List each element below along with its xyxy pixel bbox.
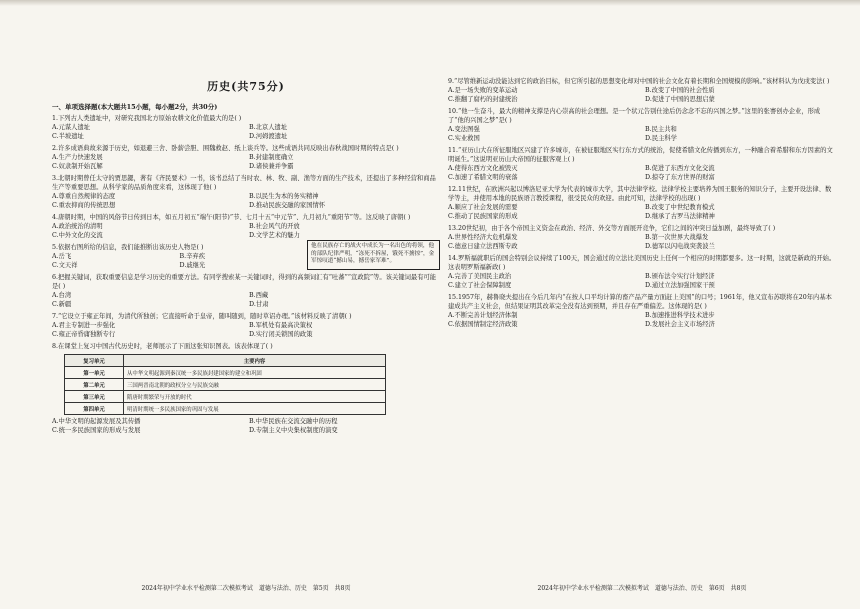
option: B.改变了中世纪教育模式 bbox=[645, 204, 715, 211]
question-stem: 15.1957年，赫鲁晓夫提出在今后几年内“在按人口平均计算的畜产品产量方面赶上美国”的口号；1961年，他又宣布苏联将在20年内基本建成共产主义社会，但结果证明其改革完全没有达到预期，并且存在严重偏差。这体现的是( ) bbox=[448, 294, 832, 310]
option: C.奴隶制开始瓦解 bbox=[52, 163, 103, 170]
question-stem: 7.“它设立于雍正年间，为清代所独创；它直接听命于皇帝，随叫随到，随时草诏办理。”该材料反映了清朝( ) bbox=[52, 313, 352, 320]
question-stem: 8.在课堂上复习中国古代历史时，老师展示了下面这张知识图表。该表体现了( ) bbox=[52, 343, 273, 350]
option: A.君主专制进一步强化 bbox=[52, 322, 116, 329]
table-header: 复习单元 bbox=[65, 355, 124, 367]
option: D.文学艺术的魅力 bbox=[249, 232, 300, 239]
option: A.政治统治的清明 bbox=[52, 223, 103, 230]
option: B.颁布法令实行计划经济 bbox=[645, 273, 715, 280]
option: B.辛弃疾 bbox=[179, 253, 206, 260]
page-right bbox=[448, 74, 836, 594]
option-grid bbox=[52, 417, 440, 435]
table-cell-content: 隋唐时期繁荣与开放的时代 bbox=[124, 391, 386, 403]
option: B.促进了东西方文化交流 bbox=[645, 165, 715, 172]
option: C.建立了社会保障制度 bbox=[448, 282, 512, 289]
option: D.掠夺了东方世界的财富 bbox=[645, 174, 715, 181]
option: B.中华民族在交流交融中的历程 bbox=[249, 418, 338, 425]
question bbox=[448, 107, 836, 143]
page-footer: 2024年初中学业水平检测第二次模拟考试 道德与法治、历史 第6页 共8页 bbox=[537, 585, 747, 592]
question bbox=[52, 342, 440, 435]
option: A.不断完善计划经济体制 bbox=[448, 312, 518, 319]
option-grid bbox=[52, 153, 440, 171]
option: C.中外文化的交流 bbox=[52, 232, 103, 239]
table-cell-content: 明清时期统一多民族国家的巩固与发展 bbox=[124, 403, 386, 415]
option: D.甘肃 bbox=[249, 301, 269, 308]
option: B.第一次世界大战爆发 bbox=[645, 234, 709, 241]
question bbox=[448, 254, 836, 290]
quote-box: 他在民族存亡的战火中成长为一名出色的将领，他的部队纪律严明，“冻死不拆屋，饿死不掳掠”，金军惊叹道“撼山易，撼岳家军难”。 bbox=[307, 240, 440, 270]
option: B.北京人遗址 bbox=[249, 124, 288, 131]
option: C.新疆 bbox=[52, 301, 72, 308]
option: D.诸侯兼并争霸 bbox=[249, 163, 294, 170]
option: D.发展社会主义市场经济 bbox=[645, 321, 715, 328]
table-row bbox=[65, 367, 386, 379]
option: A.顺应了社会发展的需要 bbox=[448, 204, 518, 211]
page-title: 历史(共75分) bbox=[207, 80, 285, 93]
option: B.民主共和 bbox=[645, 126, 677, 133]
option: B.封建制度确立 bbox=[249, 154, 294, 161]
option: A.中华文明的起源发展及其传播 bbox=[52, 418, 141, 425]
option: C.重农抑商的传统思想 bbox=[52, 202, 116, 209]
question-with-figure bbox=[52, 240, 440, 270]
question bbox=[448, 224, 836, 251]
question-stem: 6.把握关键词，获取重要信息是学习历史的重要方法。有同学搜索某一关键词时，得到的高频词汇有“吐蕃”“宣政院”等。该关键词最有可能是( ) bbox=[52, 274, 437, 290]
question bbox=[448, 146, 836, 182]
option: A.台湾 bbox=[52, 292, 72, 299]
option-grid bbox=[448, 311, 836, 329]
option: A.元谋人遗址 bbox=[52, 124, 91, 131]
option: D.继承了古罗马法律精神 bbox=[645, 213, 715, 220]
option: D.河姆渡遗址 bbox=[249, 133, 288, 140]
option: D.实行闭关锁国的政策 bbox=[249, 331, 313, 338]
option: D.德军以闪电战突袭波兰 bbox=[645, 243, 715, 250]
option: A.生产力快速发展 bbox=[52, 154, 103, 161]
option: C.推翻了腐朽的封建统治 bbox=[448, 96, 518, 103]
question bbox=[52, 114, 440, 141]
option: C.文天祥 bbox=[52, 262, 78, 269]
option: D.推动民族交融的家国情怀 bbox=[249, 202, 326, 209]
table-cell-unit: 第一单元 bbox=[65, 367, 124, 379]
option: A.变法图强 bbox=[448, 126, 480, 133]
option-grid bbox=[52, 222, 440, 240]
question bbox=[52, 240, 440, 270]
question-stem: 11.“亚历山大在所征服地区兴建了许多城市，在被征服地区实行东方式的统治，促使希腊文化传播到东方，一种融合着希腊和东方因素的文明诞生。”这说明亚历山大帝国的征服客观上( ) bbox=[448, 147, 833, 163]
question bbox=[52, 144, 440, 171]
question bbox=[448, 293, 836, 329]
option: D.促进了中国的思想启蒙 bbox=[645, 96, 715, 103]
table-row bbox=[65, 379, 386, 391]
question bbox=[52, 273, 440, 309]
question-stem: 9.“尽管维新运动没能达到它的政治目标，但它所引起的思想变化却对中国的社会文化有着长期和全国规模的影响。”该材料认为戊戌变法( ) bbox=[448, 78, 830, 85]
question-stem: 14.罗斯福就职后的国会特别会议持续了100天，国会通过的立法比美国历史上任何一个相应的时期都要多。这一时期，这就是新政的开始。这表明罗斯福新政( ) bbox=[448, 255, 836, 271]
option: C.推动了民族国家的形成 bbox=[448, 213, 518, 220]
question-stem: 4.唐朝时期，中国的风俗节日传到日本，如五月初五“端午(阳节)”节、七月十五“中元节”、九月初九“重阳节”等。这反映了唐朝( ) bbox=[52, 214, 411, 221]
section-heading: 一、单项选择题(本大题共15小题，每小题2分，共30分) bbox=[52, 103, 218, 111]
question bbox=[448, 77, 836, 104]
option-grid bbox=[448, 86, 836, 104]
option: B.军机处有最高决策权 bbox=[249, 322, 313, 329]
table-cell-unit: 第三单元 bbox=[65, 391, 124, 403]
option: B.西藏 bbox=[249, 292, 269, 299]
option: C.实业救国 bbox=[448, 135, 480, 142]
question bbox=[52, 174, 440, 210]
table-cell-content: 从中华文明起源到秦汉统一多民族封建国家的建立和巩固 bbox=[124, 367, 386, 379]
option-grid bbox=[448, 203, 836, 221]
option-grid bbox=[52, 291, 440, 309]
option-grid bbox=[448, 125, 836, 143]
question bbox=[52, 213, 440, 240]
question-stem: 5.依据右图所给的信息，我们能推断出该历史人物是( ) bbox=[52, 244, 204, 251]
table-row bbox=[65, 391, 386, 403]
scan-edge bbox=[0, 0, 860, 6]
option: D.民主科学 bbox=[645, 135, 678, 142]
question-text-block bbox=[52, 240, 301, 270]
option: A.世界性经济大危机爆发 bbox=[448, 234, 518, 241]
option: D.戚继光 bbox=[179, 262, 206, 269]
option-grid bbox=[448, 164, 836, 182]
option: C.统一多民族国家的形成与发展 bbox=[52, 427, 141, 434]
option: B.加速推进科学技术进步 bbox=[645, 312, 715, 319]
table-header: 主要内容 bbox=[124, 355, 386, 367]
option: B.以民生为本的务实精神 bbox=[249, 193, 319, 200]
table-header-row bbox=[65, 355, 386, 367]
option-grid bbox=[52, 252, 301, 270]
option: C.依据国情制定经济政策 bbox=[448, 321, 518, 328]
option: B.改变了中国的社会性质 bbox=[645, 87, 715, 94]
question-stem: 10.“他一生奋斗，最大的精神支撑是内心崇高的社会理想。是一个状元告别仕途后仍念念不忘的兴国之梦。”这里的张謇创办企业，形成了“他的兴国之梦”是( ) bbox=[448, 108, 821, 124]
option-grid bbox=[448, 233, 836, 251]
option: C.半坡遗址 bbox=[52, 133, 84, 140]
option-grid bbox=[448, 272, 836, 290]
option-grid bbox=[52, 192, 440, 210]
page-left bbox=[52, 74, 440, 594]
question-stem: 1.下列古人类遗址中，对研究我国北方原始农耕文化价值最大的是( ) bbox=[52, 115, 242, 122]
option-grid bbox=[52, 123, 440, 141]
question-stem: 3.北朝时期曾任太守的贾思勰，著有《齐民要术》一书，该书总结了当时农、林、牧、副、渔等方面的生产技术，还提出了多种经营和商品生产等重要思想。从科学家的品质角度来看，这体现了他( ) bbox=[52, 175, 436, 191]
option: D.通过立法加强国家干预 bbox=[645, 282, 715, 289]
option: C.德意日建立法西斯专政 bbox=[448, 243, 518, 250]
question-stem: 13.20世纪初，由于各个帝国主义资金在政治、经济、外交等方面展开竞争，它们之间的冲突日益加剧，最终导致了( ) bbox=[448, 225, 776, 232]
option-grid bbox=[52, 321, 440, 339]
option: C.雍正帝昏庸独断专行 bbox=[52, 331, 116, 338]
question bbox=[52, 312, 440, 339]
option: A.是一场失败的变革运动 bbox=[448, 87, 518, 94]
question-list-left bbox=[52, 114, 440, 435]
table-cell-content: 三国两晋南北朝的政权分立与民族交融 bbox=[124, 379, 386, 391]
option: C.加速了希腊文明的衰落 bbox=[448, 174, 518, 181]
review-table bbox=[64, 354, 386, 415]
option: A.岳飞 bbox=[52, 253, 72, 260]
question-list-right bbox=[448, 77, 836, 329]
option: A.尊重自然规律的态度 bbox=[52, 193, 116, 200]
question-stem: 2.许多成语典故来源于历史，如退避三舍、卧薪尝胆、围魏救赵、纸上谈兵等。这些成语共同反映出春秋战国时期的特点是( ) bbox=[52, 145, 399, 152]
option: D.专制主义中央集权制度的演变 bbox=[249, 427, 338, 434]
option: B.社会风气的开放 bbox=[249, 223, 300, 230]
question-stem: 12.11世纪，在欧洲兴起以博洛尼亚大学为代表的城市大学，其中法律学校。法律学校主要培养为国王服务的知识分子，主要开设法律、数学等主，并使用本地的民族语言教授课程，很受民众的欢迎。由此可知，法律学校的出现( ) bbox=[448, 186, 832, 202]
option: A.完善了美国民主政治 bbox=[448, 273, 512, 280]
table-cell-unit: 第二单元 bbox=[65, 379, 124, 391]
table-cell-unit: 第四单元 bbox=[65, 403, 124, 415]
table-row bbox=[65, 403, 386, 415]
option: A.使得东西方文化被毁灭 bbox=[448, 165, 518, 172]
question bbox=[448, 185, 836, 221]
page-footer: 2024年初中学业水平检测第二次模拟考试 道德与法治、历史 第5页 共8页 bbox=[141, 585, 351, 592]
